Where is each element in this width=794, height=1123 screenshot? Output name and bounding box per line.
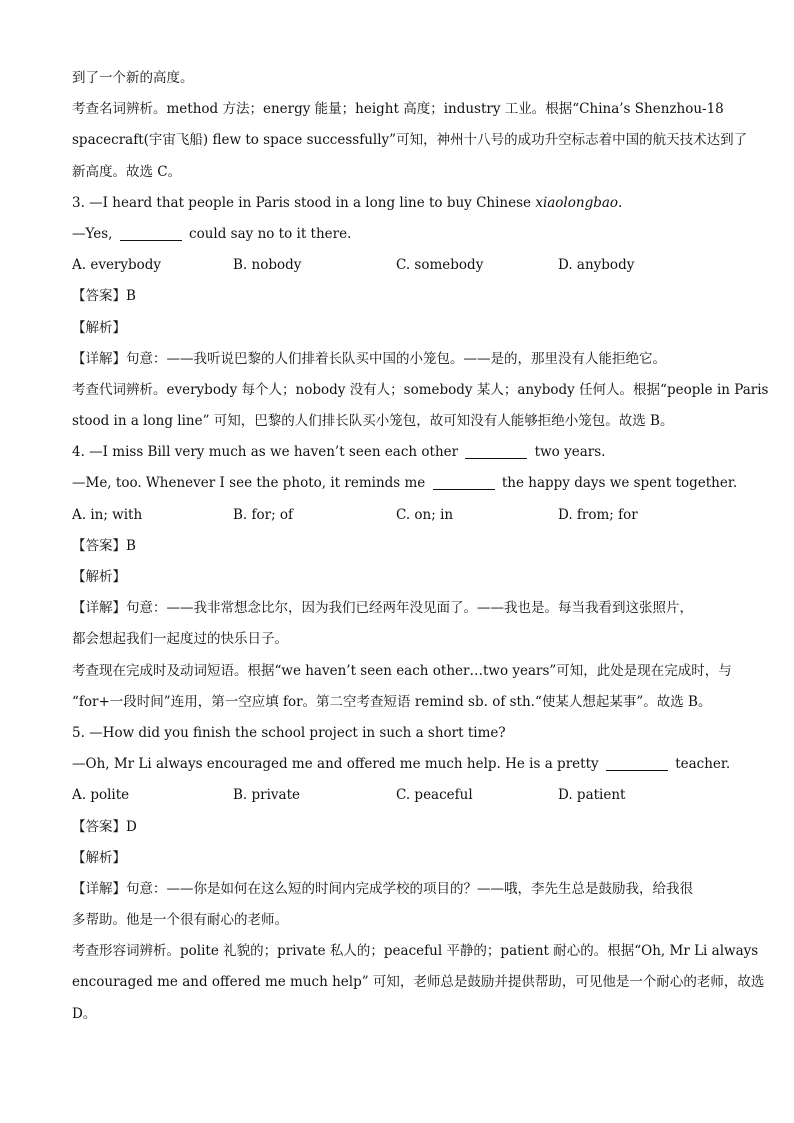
detail-line: 多帮助。他是一个很有耐心的老师。 [72, 912, 288, 929]
answer-blank [433, 475, 495, 490]
explanation-line: “for+一段时间”连用，第一空应填 for。第二空考查短语 remind sb. of sth.“使某人想起某事”。故选 B。 [72, 693, 712, 710]
question-5-options [72, 780, 732, 811]
option-a: A. polite [72, 787, 130, 804]
option-b: B. for; of [233, 506, 294, 523]
option-c: C. somebody [396, 257, 484, 274]
question-4-stem: 4. —I miss Bill very much as we haven’t seen each other two years. [72, 444, 606, 461]
paragraph-line: 考查名词辨析。method 方法；energy 能量；height 高度；industry 工业。根据“China’s Shenzhou-18 [72, 101, 724, 118]
answer-label: 【答案】B [72, 537, 136, 554]
paragraph-line: spacecraft(宇宙飞船) flew to space successfully”可知，神州十八号的成功升空标志着中国的航天技术达到了 [72, 132, 748, 149]
question-4-reply: —Me, too. Whenever I see the photo, it reminds me the happy days we spent together. [72, 475, 738, 492]
question-4-options [72, 500, 732, 531]
explanation-line: 考查代词辨析。everybody 每个人；nobody 没有人；somebody 某人；anybody 任何人。根据“people in Paris [72, 381, 769, 398]
document-page [72, 63, 769, 1030]
question-3-stem: 3. —I heard that people in Paris stood in a long line to buy Chinese xiaolongbao. [72, 194, 623, 211]
question-5-reply: —Oh, Mr Li always encouraged me and offered me much help. He is a pretty teacher. [72, 756, 731, 773]
answer-blank [465, 444, 527, 459]
question-3-reply: —Yes, could say no to it there. [72, 225, 352, 242]
explanation-line: encouraged me and offered me much help” 可知，老师总是鼓励并提供帮助，可见他是一个耐心的老师，故选 [72, 974, 765, 991]
option-b: B. private [233, 787, 301, 804]
analysis-label: 【解析】 [72, 319, 126, 336]
analysis-label: 【解析】 [72, 849, 126, 866]
option-a: A. everybody [72, 257, 162, 274]
option-d: D. from; for [558, 506, 638, 523]
answer-label: 【答案】B [72, 288, 136, 305]
option-d: D. anybody [558, 257, 635, 274]
explanation-line: 考查形容词辨析。polite 礼貌的；private 私人的；peaceful 平静的；patient 耐心的。根据“Oh, Mr Li always [72, 943, 759, 960]
explanation-line: 考查现在完成时及动词短语。根据“we haven’t seen each other…two years”可知，此处是现在完成时，与 [72, 662, 732, 679]
question-5-stem: 5. —How did you finish the school project in such a short time? [72, 724, 506, 741]
option-b: B. nobody [233, 257, 302, 274]
question-3-options [72, 250, 732, 281]
detail-line: 【详解】句意：——我听说巴黎的人们排着长队买中国的小笼包。——是的，那里没有人能拒绝它。 [72, 350, 666, 367]
answer-label: 【答案】D [72, 818, 137, 835]
option-c: C. on; in [396, 506, 454, 523]
paragraph-line: 新高度。故选 C。 [72, 163, 182, 180]
italic-word: xiaolongbao [535, 194, 619, 211]
option-d: D. patient [558, 787, 626, 804]
analysis-label: 【解析】 [72, 569, 126, 585]
answer-blank [606, 756, 668, 771]
option-a: A. in; with [72, 506, 143, 523]
option-c: C. peaceful [396, 787, 473, 804]
detail-line: 【详解】句意：——你是如何在这么短的时间内完成学校的项目的？——哦，李先生总是鼓励我，给我很 [72, 880, 693, 897]
detail-line: 【详解】句意：——我非常想念比尔，因为我们已经两年没见面了。——我也是。每当我看到这张照片， [72, 600, 693, 617]
detail-line: 都会想起我们一起度过的快乐日子。 [72, 631, 288, 648]
answer-blank [120, 226, 182, 241]
paragraph-line: 到了一个新的高度。 [72, 70, 194, 86]
explanation-line: D。 [72, 1005, 97, 1022]
explanation-line: stood in a long line” 可知，巴黎的人们排长队买小笼包，故可知没有人能够拒绝小笼包。故选 B。 [72, 413, 674, 430]
